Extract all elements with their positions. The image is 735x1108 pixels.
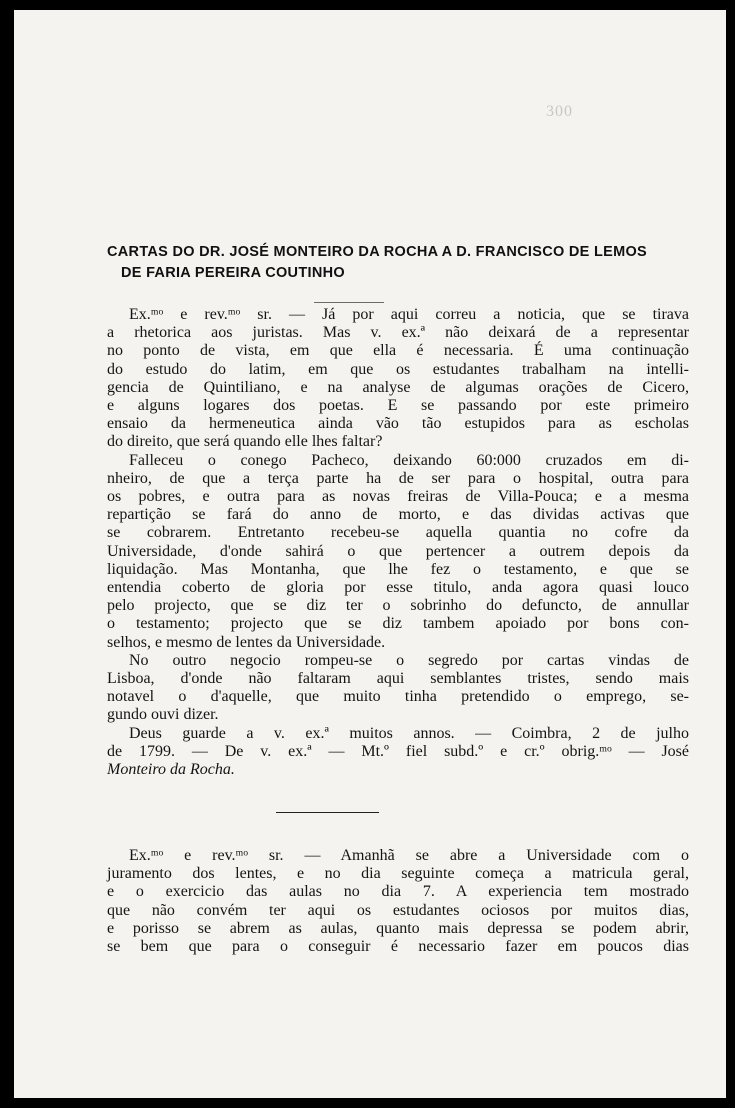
heading-line-2: DE FARIA PEREIRA COUTINHO [121,265,345,281]
text-line: No outro negocio rompeu-se o segredo por cartas vindas de [129,651,689,669]
text-line: entendia coberto de gloria por esse titulo, anda agora quasi louco [107,579,689,597]
text-line: Deus guarde a v. ex.ª muitos annos. — Coimbra, 2 de julho [129,724,689,742]
signature-line: Monteiro da Rocha. [107,761,235,779]
text-line: e porisso se abrem as aulas, quanto mais depressa se podem abrir, [107,919,689,937]
document-page [14,10,726,1098]
text-line: no ponto de vista, em que ella é necessaria. É uma continuação [107,342,689,360]
letter-2 [107,847,689,956]
text-line: a rhetorica aos juristas. Mas v. ex.ª não deixará de a representar [107,324,689,342]
heading-rule [314,302,384,303]
text-line: e alguns logares dos poetas. E se passando por este primeiro [107,397,689,415]
text-line: os pobres, e outra para as novas freiras de Villa-Pouca; e a mesma [107,488,689,506]
letter-1 [107,306,689,779]
text-line: pelo projecto, que se diz ter o sobrinho do defuncto, de annullar [107,597,689,615]
text-line: e o exercicio das aulas no dia 7. A experiencia tem mostrado [107,883,689,901]
heading-line-1: CARTAS DO DR. JOSÉ MONTEIRO DA ROCHA A D. FRANCISCO DE LEMOS [107,244,648,260]
text-line: Ex.ᵐᵒ e rev.ᵐᵒ sr. — Já por aqui correu a noticia, que se tirava [129,306,689,323]
text-line: liquidação. Mas Montanha, que lhe fez o testamento, e que se [107,560,689,578]
text-line: Lisboa, d'onde não faltaram aqui semblantes tristes, sendo mais [107,670,689,688]
letters-heading [107,242,697,284]
text-line: o testamento; projecto que se diz tambem apoiado por bons con- [107,615,689,633]
page-number: 300 [546,103,573,120]
text-line: nheiro, de que a terça parte ha de ser para o hospital, outra para [107,469,689,487]
text-line: Ex.ᵐᵒ e rev.ᵐᵒ sr. — Amanhã se abre a Universidade com o [129,847,689,864]
text-line: que não convém ter aqui os estudantes ociosos por muitos dias, [107,901,689,919]
text-line: Falleceu o conego Pacheco, deixando 60:000 cruzados em di- [129,451,689,469]
text-line: notavel o d'aquelle, que muito tinha pretendido o emprego, se- [107,688,689,706]
text-line: se bem que para o conseguir é necessario fazer em poucos dias [107,938,689,956]
text-line: Universidade, d'onde sahirá o que pertencer a outrem depois da [107,542,689,560]
text-line: do direito, que será quando elle lhes faltar? [107,433,383,451]
text-line: ensaio da hermeneutica ainda vão tão estupidos para as escholas [107,415,689,433]
text-line: se cobrarem. Entretanto recebeu-se aquella quantia no cofre da [107,524,689,542]
text-line: de 1799. — De v. ex.ª — Mt.º fiel subd.º e cr.º obrig.ᵐᵒ — José [107,742,689,760]
text-line: gencia de Quintiliano, e na analyse de algumas orações de Cicero, [107,378,689,396]
text-line: juramento dos lentes, e no dia seguinte começa a matricula geral, [107,865,689,883]
text-line: gundo ouvi dizer. [107,706,219,724]
text-line: repartição se fará do anno de morto, e das dividas activas que [107,506,689,524]
text-line: selhos, e mesmo de lentes da Universidade. [107,633,386,651]
text-line: do estudo do latim, em que os estudantes trabalham na intelli- [107,360,689,378]
letter-separator-rule [276,812,379,813]
